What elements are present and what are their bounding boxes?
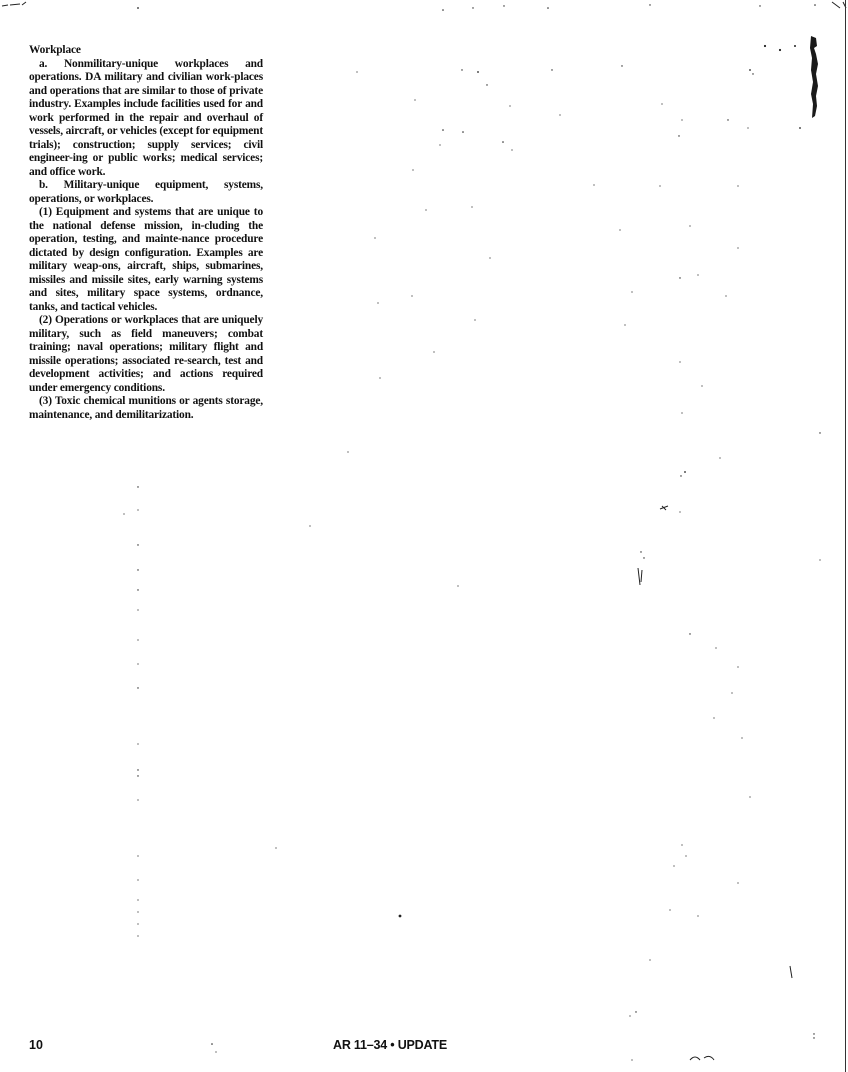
scan-edge-mark (808, 34, 820, 124)
paragraph-b2: (2) Operations or workplaces that are uniquely military, such as field maneuvers; combat training; naval operations; military flight and missile operations; associated re-search, test and development activities; and actions required under emergency conditions. (29, 314, 263, 394)
footer-page-number: 10 (29, 1038, 43, 1052)
paragraph-b1: (1) Equipment and systems that are unique to the national defense mission, in-cluding the operation, testing, and mainte-nance procedure dictated by design configuration. Examples are military weap-ons, aircraft, ships, submarines, missiles and missile sites, early warning systems and sites, military space systems, ordnance, tanks, and tactical vehicles. (29, 206, 263, 313)
paragraph-b: b. Military-unique equipment, systems, operations, or workplaces. (29, 179, 263, 205)
section-heading: Workplace (29, 44, 81, 56)
scan-right-border (845, 0, 847, 1072)
paragraph-b3: (3) Toxic chemical munitions or agents storage, maintenance, and demilitarization. (29, 395, 263, 421)
paragraph-a: a. Nonmilitary-unique workplaces and operations. DA military and civilian work-places and operations that are similar to those of private industry. Examples include facilities used for and work performed in the repair and overhaul of vessels, aircraft, or vehicles (except for equipment trials); construction; supply services; civil engineer-ing or public works; medical services; and office work. (29, 57, 263, 178)
footer-publication-title: AR 11–34 • UPDATE (333, 1038, 447, 1052)
